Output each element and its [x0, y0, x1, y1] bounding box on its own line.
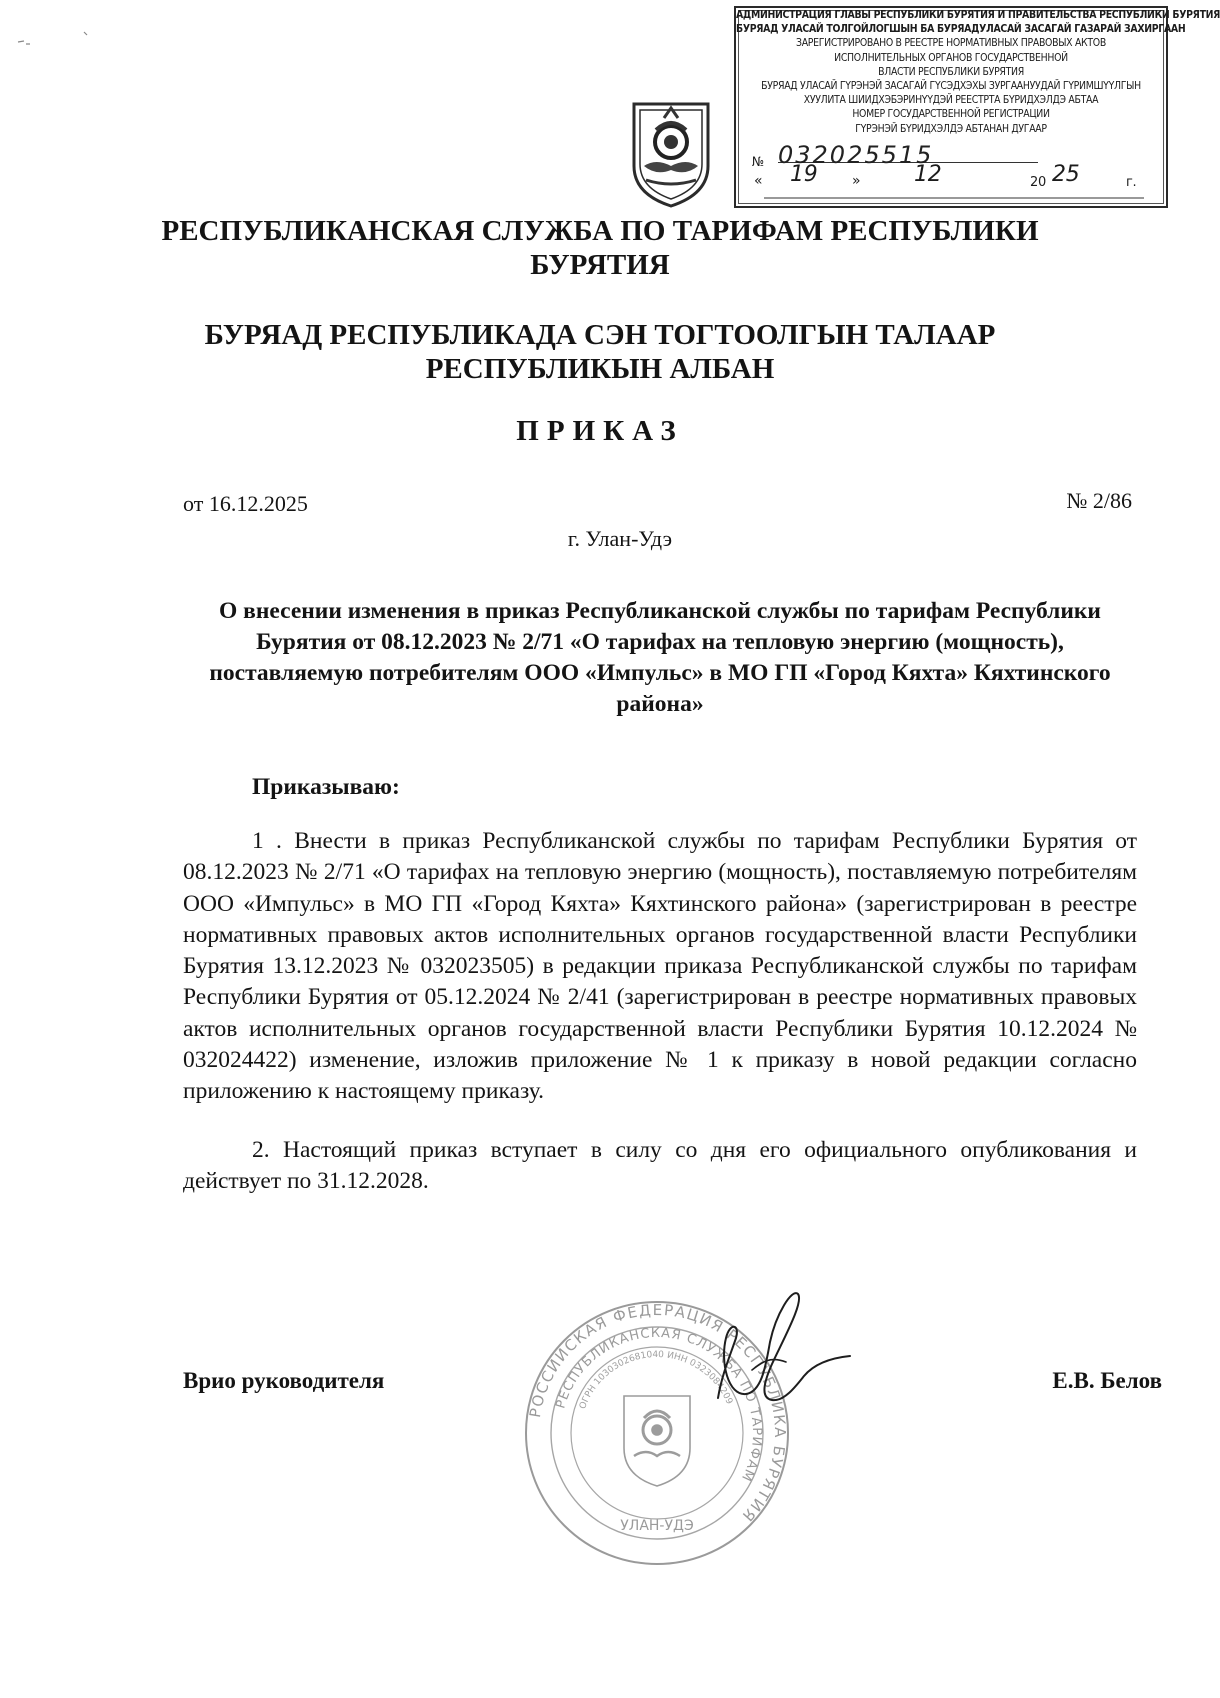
stamp-date: « 19 » 12 20 25 г. [754, 178, 1146, 202]
seal-inner-text: РЕСПУБЛИКАНСКАЯ СЛУЖБА ПО ТАРИФАМ [553, 1325, 765, 1485]
signatory-position: Врио руководителя [183, 1368, 385, 1393]
seal-ids-text: ОГРН 1030302681040 ИНН 0323084209 [578, 1349, 735, 1411]
stamp-line: НОМЕР ГОСУДАРСТВЕННОЙ РЕГИСТРАЦИИ [852, 108, 1050, 121]
order-word: Приказываю: [252, 774, 400, 800]
document-body [183, 826, 1137, 1197]
stamp-line: БУРЯАД УЛАСАЙ ГҮРЭНЭЙ ЗАСАГАЙ ГҮСЭДХЭХЫ ЗУРГААНУУДАЙ ГҮРИМШҮҮЛГЫН [761, 80, 1141, 93]
scan-specks [0, 0, 120, 60]
document-city: г. Улан-Удэ [567, 526, 673, 551]
signatory-name: Е.В. Белов [1052, 1368, 1162, 1393]
stamp-date-underline [764, 196, 1144, 200]
seal-emblem-icon [624, 1396, 690, 1486]
stamp-date-year-prefix: 20 [1030, 175, 1046, 190]
stamp-line: БУРЯАД УЛАСАЙ ТОЛГОЙЛОГШЫН БА БУРЯАДУЛАСАЙ ЗАСАГАЙ ГАЗАРАЙ ЗАХИРГААН [736, 23, 1186, 36]
stamp-line: ХУУЛИТА ШИИДХЭБЭРИНҮҮДЭЙ РЕЕСТРТА БҮРИДХЭЛДЭ АБТАА [803, 94, 1099, 107]
stamp-number-label: № [752, 155, 764, 170]
document-date: от 16.12.2025 [183, 491, 308, 516]
body-paragraph: 2. Настоящий приказ вступает в силу со дня его официального опубликования и действует по 31.12.2028. [183, 1136, 1137, 1194]
org-name-bua: БУРЯАД РЕСПУБЛИКАДА СЭН ТОГТООЛГЫН ТАЛААР РЕСПУБЛИКЫН АЛБАН [204, 319, 996, 385]
stamp-line: ЗАРЕГИСТРИРОВАНО В РЕЕСТРЕ НОРМАТИВНЫХ ПРАВОВЫХ АКТОВ [796, 37, 1106, 50]
stamp-registration-number: 032025515 [778, 148, 1038, 163]
seal-city-text: УЛАН-УДЭ [620, 1518, 694, 1534]
stamp-line: ВЛАСТИ РЕСПУБЛИКИ БУРЯТИЯ [878, 65, 1024, 78]
document-subject: О внесении изменения в приказ Республиканской службы по тарифам Республики Бурятия от 08.12.2023 № 2/71 «О тарифах на тепловую энергию (мощность), поставляемую потребителям ООО «Импульс» в МО ГП «Город Кяхта» Кяхтинского района» [209, 598, 1111, 717]
stamp-date-month: 12 [914, 162, 942, 187]
stamp-date-year-end: г. [1126, 175, 1137, 190]
document-type: ПРИКАЗ [516, 415, 684, 447]
stamp-line: АДМИНИСТРАЦИЯ ГЛАВЫ РЕСПУБЛИКИ БУРЯТИЯ И ПРАВИТЕЛЬСТВА РЕСПУБЛИКИ БУРЯТИЯ [736, 9, 1220, 21]
body-paragraph: 1 . Внести в приказ Республиканской службы по тарифам Республики Бурятия от 08.12.2023 № 2/71 «О тарифах на тепловую энергию (мощность), поставляемую потребителям ООО «Импульс» в МО ГП «Город Кяхта» Кяхтинского района» (зарегистрирован в реестре нормативных правовых актов исполнительных органов государственной власти Республики Бурятия 13.12.2023 № 032023505) в редакции приказа Республиканской службы по тарифам Республики Бурятия от 05.12.2024 № 2/41 (зарегистрирован в реестре нормативных правовых актов исполнительных органов государственной власти Республики Бурятия 10.12.2024 № 032024422) изменение, изложив приложение № 1 к приказу в новой редакции согласно приложению к настоящему приказу. [183, 828, 1137, 1105]
handwritten-signature [700, 1278, 860, 1418]
emblem-icon [626, 96, 716, 210]
stamp-line: ГҮРЭНЭЙ БҮРИДХЭЛДЭ АБТАHАН ДУГААР [855, 122, 1047, 135]
stamp-date-day: 19 [790, 162, 818, 187]
document-number: № 2/86 [1066, 488, 1132, 513]
stamp-line: ИСПОЛНИТЕЛЬНЫХ ОРГАНОВ ГОСУДАРСТВЕННОЙ [834, 51, 1068, 64]
stamp-date-year-suffix: 25 [1052, 162, 1080, 187]
registration-stamp [734, 6, 1220, 208]
seal-outer-text: РОССИЙСКАЯ ФЕДЕРАЦИЯ РЕСПУБЛИКА БУРЯТИЯ [526, 1300, 790, 1526]
org-name-ru: РЕСПУБЛИКАНСКАЯ СЛУЖБА ПО ТАРИФАМ РЕСПУБЛИКИ БУРЯТИЯ [161, 215, 1039, 281]
